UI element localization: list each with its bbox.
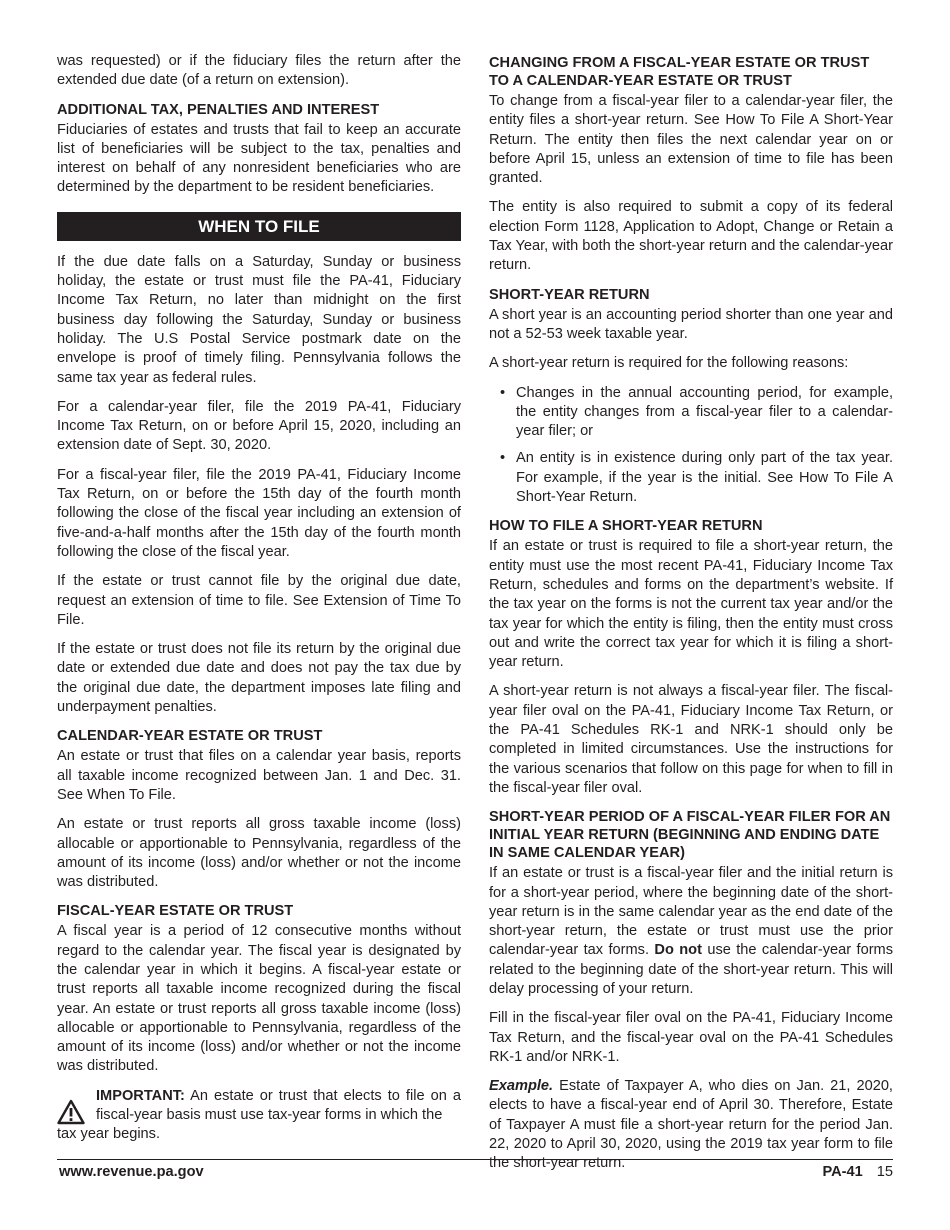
- paragraph-changing-1: To change from a fiscal-year filer to a calendar-year filer, the entity files a short-year return. See How To File A Short-Year Return. The entity then files the next calendar year on or before April 15, unless an extension of time to file has been granted.: [489, 93, 893, 187]
- paragraph-fiscal: A fiscal year is a period of 12 consecutive months without regard to the calendar year. The fiscal year is designated by the calendar year in which it begins. A fiscal-year estate or trust reports all taxable income recognized during the fiscal year. An estate or trust reports all gross taxable income (loss) allocable or apportionable to Pennsylvania, regardless of the amount of its income (loss) and/or whether or not the income was distributed.: [57, 923, 461, 1075]
- footer-page-number: 15: [876, 1164, 893, 1180]
- left-column: [57, 52, 461, 1155]
- heading-changing: CHANGING FROM A FISCAL-YEAR ESTATE OR TRUST TO A CALENDAR-YEAR ESTATE OR TRUST: [489, 55, 870, 89]
- continued-paragraph: was requested) or if the fiduciary files the return after the extended due date (of a return on extension).: [57, 53, 461, 89]
- footer-form-name: PA-41: [822, 1164, 863, 1180]
- list-item: [489, 384, 893, 442]
- page-footer: [57, 1159, 893, 1180]
- important-note: [57, 1087, 461, 1145]
- heading-calendar-year: CALENDAR-YEAR ESTATE OR TRUST: [57, 728, 323, 745]
- right-column: [489, 52, 893, 1184]
- footer-website: www.revenue.pa.gov: [59, 1164, 204, 1180]
- example-text: Estate of Taxpayer A, who dies on Jan. 21, 2020, elects to have a fiscal-year end of April 30. Therefore, Estate of Taxpayer A must file a short-year return for the period Jan. 22, 2020 to April 30, 2020, using the 2019 tax year form to file the short-year return.: [489, 1078, 893, 1172]
- footer-form-page: [822, 1164, 893, 1180]
- paragraph-when-5: If the estate or trust does not file its return by the original due date or extended due date and does not pay the tax due by the original due date, the department imposes late filing and underpayment penalties.: [57, 641, 461, 716]
- heading-fiscal-year: FISCAL-YEAR ESTATE OR TRUST: [57, 903, 294, 920]
- period-text-a: If an estate or trust is a fiscal-year filer and the initial return is for a short-year period, where the beginning date of the short-year return is in the same calendar year as the end date of the short-year return, the estate or trust must use the prior calendar-year tax forms.: [489, 865, 893, 959]
- paragraph-when-3: For a fiscal-year filer, file the 2019 PA-41, Fiduciary Income Tax Return, on or before the 15th day of the fourth month following the close of the fiscal year including an extension of five-and-a-half months after the 15th day of the fourth month following the close of the fiscal year.: [57, 466, 461, 560]
- paragraph-when-2: For a calendar-year filer, file the 2019 PA-41, Fiduciary Income Tax Return, on or before April 15, 2020, including an extension date of Sept. 30, 2020.: [57, 398, 461, 454]
- list-item: [489, 449, 893, 507]
- example-label: Example.: [489, 1078, 554, 1095]
- important-label: IMPORTANT:: [96, 1087, 185, 1104]
- paragraph-period-1: [489, 864, 893, 999]
- heading-penalties: ADDITIONAL TAX, PENALTIES AND INTEREST: [57, 101, 380, 118]
- bullet-glyph: •: [500, 450, 506, 467]
- heading-how-to-file: HOW TO FILE A SHORT-YEAR RETURN: [489, 518, 763, 535]
- list-item-text: Changes in the annual accounting period, for example, the entity changes from a fiscal-year filer to a calendar-year filer; or: [516, 384, 893, 440]
- paragraph-short-2: A short-year return is required for the following reasons:: [489, 355, 849, 372]
- paragraph-howto-1: If an estate or trust is required to file a short-year return, the entity must use the most recent PA-41, Fiduciary Income Tax Return, schedules and forms on the department’s website. If the tax year on the forms is not the current tax year and/or the tax year for which the entity is filing, then the entity must cross out and write the correct tax year for which it is filing a short-year return.: [489, 538, 893, 671]
- period-text-c: use the calendar-year forms related to the beginning date of the short-year return. This will delay processing of your return.: [489, 942, 894, 997]
- paragraph-when-4: If the estate or trust cannot file by the original due date, request an extension of time to file. See Extension of Time To File.: [57, 573, 461, 628]
- heading-short-year-period: SHORT-YEAR PERIOD OF A FISCAL-YEAR FILER FOR AN INITIAL YEAR RETURN (BEGINNING AND ENDING DATE IN SAME CALENDAR YEAR): [489, 809, 891, 862]
- heading-short-year: SHORT-YEAR RETURN: [489, 286, 650, 303]
- important-tail: tax year begins.: [57, 1126, 161, 1143]
- warning-icon: [57, 1099, 85, 1125]
- paragraph-period-2: Fill in the fiscal-year filer oval on the PA-41, Fiduciary Income Tax Return, and the fiscal-year oval on the PA-41 Schedules RK-1 and/or NRK-1.: [489, 1010, 893, 1065]
- important-text: An estate or trust that elects to file on a fiscal-year basis must use tax-year forms in which the: [96, 1087, 461, 1124]
- when-to-file-banner: WHEN TO FILE: [57, 212, 461, 241]
- list-item-text: An entity is in existence during only part of the tax year. For example, if the year is the initial. See How To File A Short-Year Return.: [516, 450, 893, 506]
- paragraph-short-1: A short year is an accounting period shorter than one year and not a 52-53 week taxable year.: [489, 306, 893, 342]
- period-do-not: Do not: [654, 942, 702, 959]
- bullet-glyph: •: [500, 384, 506, 401]
- paragraph-calendar-1: An estate or trust that files on a calendar year basis, reports all taxable income recognized between Jan. 1 and Dec. 31. See When To File.: [57, 748, 461, 803]
- important-paragraph: [57, 1087, 461, 1145]
- short-year-reasons-list: [489, 384, 893, 508]
- paragraph-changing-2: The entity is also required to submit a copy of its federal election Form 1128, Application to Adopt, Change or Retain a Tax Year, with both the short-year return and the calendar-year return.: [489, 199, 893, 274]
- paragraph-when-1: If the due date falls on a Saturday, Sunday or business holiday, the estate or trust must file the PA-41, Fiduciary Income Tax Return, no later than midnight on the first business day following the Saturday, Sunday or business holiday. The U.S Postal Service postmark date on the envelope is proof of timely filing. Pennsylvania follows the same tax year as federal rules.: [57, 253, 461, 386]
- paragraph-penalties: Fiduciaries of estates and trusts that fail to keep an accurate list of beneficiaries will be subject to the tax, penalties and interest on behalf of any nonresident beneficiaries who are determined by the department to be resident beneficiaries.: [57, 121, 461, 196]
- paragraph-calendar-2: An estate or trust reports all gross taxable income (loss) allocable or apportionable to Pennsylvania, regardless of the amount of its income (loss) and/or whether or not the income was distributed.: [57, 816, 461, 891]
- paragraph-howto-2: A short-year return is not always a fiscal-year filer. The fiscal-year filer oval on the PA-41, Fiduciary Income Tax Return, or the PA-41 Schedules RK-1 and NRK-1 should only be completed in limited circumstances. Use the instructions for the various scenarios that follow on this page for when to fill in the fiscal-year filer oval.: [489, 683, 893, 796]
